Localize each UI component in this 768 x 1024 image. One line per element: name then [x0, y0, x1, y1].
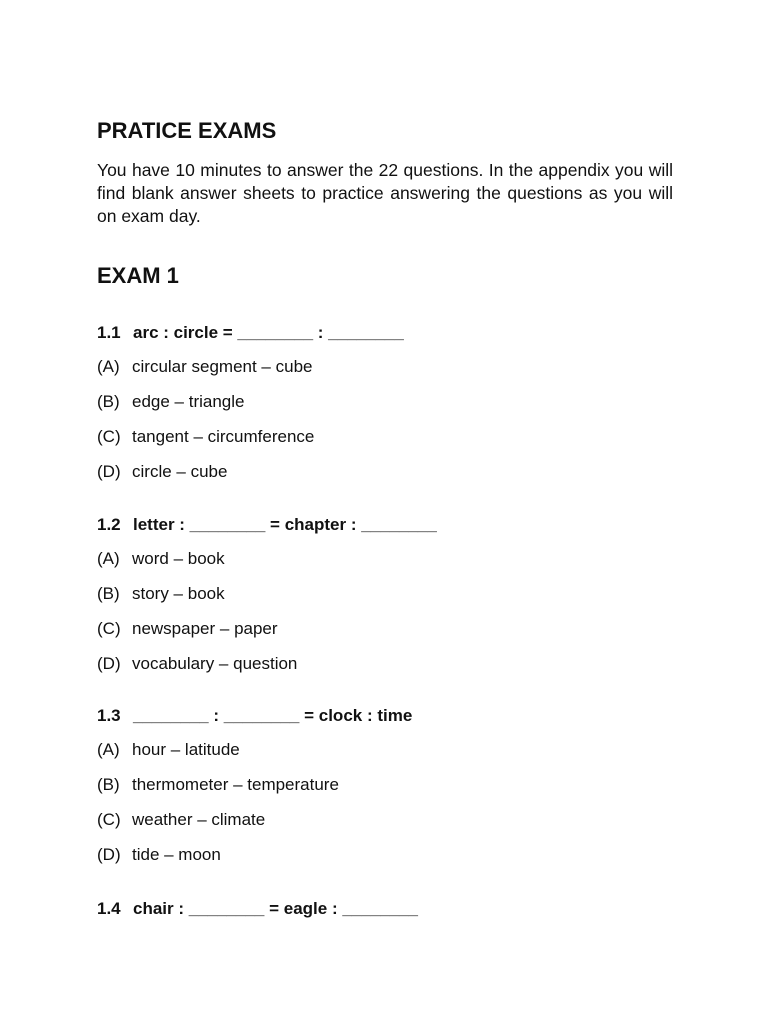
- option-letter: (B): [97, 392, 120, 411]
- question-stem: [97, 704, 675, 728]
- question-stem: [97, 513, 675, 537]
- option-text: thermometer – temperature: [132, 775, 339, 794]
- option-d[interactable]: [97, 652, 675, 687]
- option-letter: (D): [97, 845, 121, 864]
- option-text: word – book: [132, 549, 225, 568]
- option-text: tangent – circumference: [132, 427, 315, 446]
- options-list: [97, 547, 675, 687]
- option-b[interactable]: [97, 773, 675, 808]
- option-c[interactable]: [97, 808, 675, 843]
- question-text: ________ : ________ = clock : time: [133, 706, 413, 725]
- option-b[interactable]: [97, 390, 675, 425]
- option-letter: (D): [97, 654, 121, 673]
- option-text: weather – climate: [132, 810, 266, 829]
- question-number: 1.1: [97, 323, 121, 342]
- question-stem: [97, 897, 675, 921]
- question-1-3: [97, 704, 675, 878]
- question-text: arc : circle = ________ : ________: [133, 323, 404, 342]
- intro-paragraph: You have 10 minutes to answer the 22 questions. In the appendix you will find blank answer sheets to practice answering the questions as you will on exam day.: [97, 160, 673, 226]
- page-title: PRATICE EXAMS: [97, 118, 277, 143]
- option-text: hour – latitude: [132, 740, 240, 759]
- option-letter: (A): [97, 740, 120, 759]
- option-a[interactable]: [97, 547, 675, 582]
- option-letter: (A): [97, 357, 120, 376]
- option-letter: (B): [97, 584, 120, 603]
- option-text: vocabulary – question: [132, 654, 298, 673]
- options-list: [97, 355, 675, 495]
- option-b[interactable]: [97, 582, 675, 617]
- option-text: edge – triangle: [132, 392, 245, 411]
- question-1-1: [97, 321, 675, 495]
- option-text: circle – cube: [132, 462, 228, 481]
- option-letter: (B): [97, 775, 120, 794]
- option-c[interactable]: [97, 617, 675, 652]
- option-text: circular segment – cube: [132, 357, 313, 376]
- option-a[interactable]: [97, 355, 675, 390]
- option-letter: (C): [97, 427, 121, 446]
- exam-heading: EXAM 1: [97, 263, 179, 288]
- option-a[interactable]: [97, 738, 675, 773]
- option-text: story – book: [132, 584, 225, 603]
- question-number: 1.2: [97, 515, 121, 534]
- question-number: 1.3: [97, 706, 121, 725]
- option-d[interactable]: [97, 843, 675, 878]
- option-d[interactable]: [97, 460, 675, 495]
- question-1-2: [97, 513, 675, 687]
- question-1-4: [97, 897, 675, 921]
- question-text: letter : ________ = chapter : ________: [133, 515, 437, 534]
- option-letter: (A): [97, 549, 120, 568]
- option-letter: (D): [97, 462, 121, 481]
- option-c[interactable]: [97, 425, 675, 460]
- question-number: 1.4: [97, 899, 121, 918]
- option-text: newspaper – paper: [132, 619, 278, 638]
- option-text: tide – moon: [132, 845, 221, 864]
- question-stem: [97, 321, 675, 345]
- question-text: chair : ________ = eagle : ________: [133, 899, 418, 918]
- options-list: [97, 738, 675, 878]
- option-letter: (C): [97, 619, 121, 638]
- option-letter: (C): [97, 810, 121, 829]
